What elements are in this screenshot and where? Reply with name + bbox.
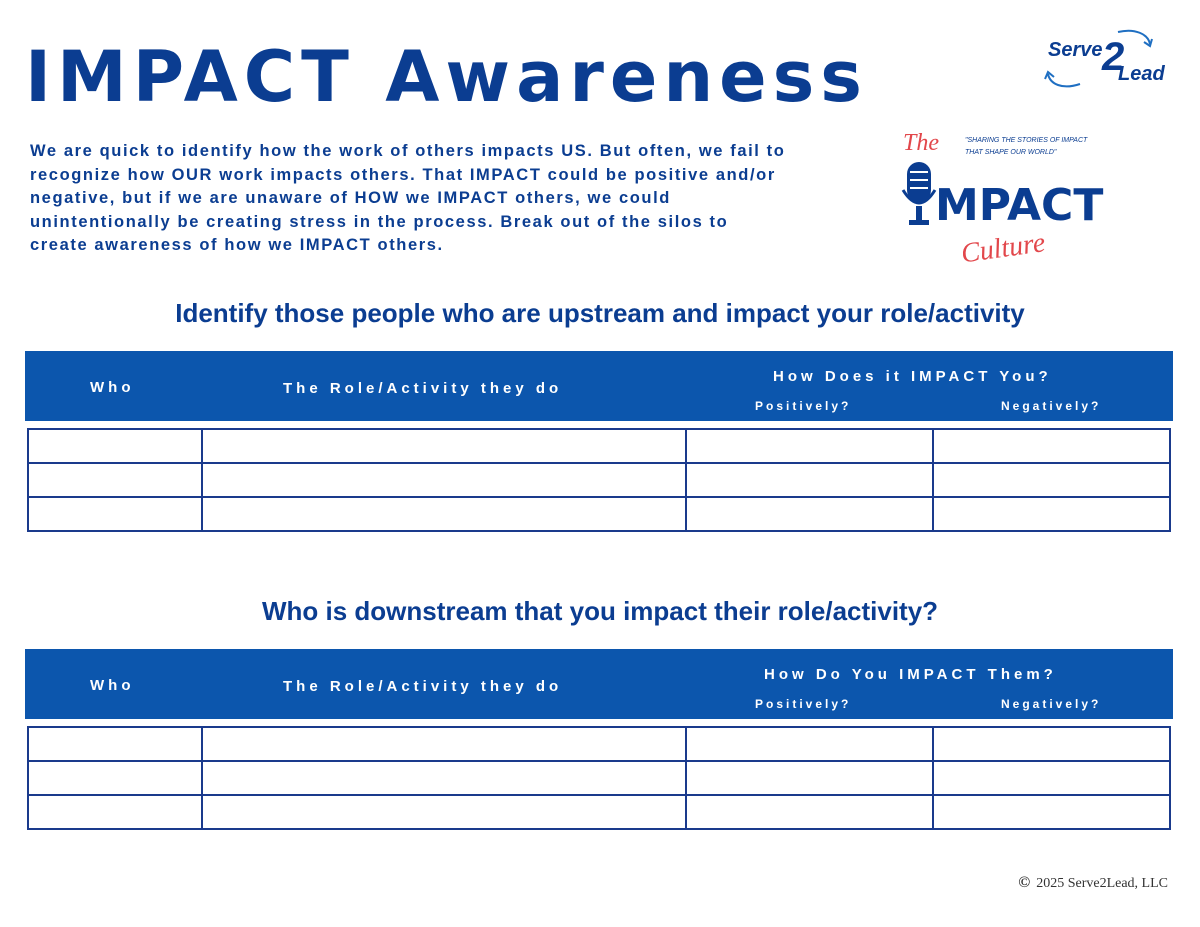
role-cell[interactable] [202,429,686,463]
copyright-text: 2025 Serve2Lead, LLC [1036,876,1168,891]
copyright-icon: © [1018,874,1031,891]
upstream-table-body [27,428,1171,532]
serve2lead-logo [1040,22,1165,97]
who-cell[interactable] [28,727,202,761]
who-cell[interactable] [28,429,202,463]
table-row [28,795,1170,829]
upstream-table-header [25,351,1173,421]
negative-cell[interactable] [933,463,1170,497]
col-impact-header: How Does it IMPACT You? [773,368,1052,385]
table-row [28,727,1170,761]
positive-cell[interactable] [686,795,934,829]
impact-culture-logo [895,120,1105,270]
who-cell[interactable] [28,497,202,531]
col-negatively-header: Negatively? [1001,399,1102,413]
negative-cell[interactable] [933,795,1170,829]
positive-cell[interactable] [686,761,934,795]
role-cell[interactable] [202,761,686,795]
negative-cell[interactable] [933,761,1170,795]
table-row [28,463,1170,497]
col-role-header: The Role/Activity they do [283,678,563,695]
positive-cell[interactable] [686,429,934,463]
intro-paragraph: We are quick to identify how the work of others impacts US. But often, we fail to recognize how OUR work impacts others. That IMPACT could be positive and/or negative, but if we are unaware of HOW we IMPACT others, we could unintentionally be creating stress in the process. Break out of the silos to create awareness of how we IMPACT others. [30,142,786,254]
microphone-icon [903,162,935,225]
positive-cell[interactable] [686,497,934,531]
copyright-footer [1018,874,1168,892]
logo-serve-text: Serve [1048,39,1103,61]
positive-cell[interactable] [686,727,934,761]
col-who-header: Who [90,677,135,694]
role-cell[interactable] [202,795,686,829]
logo-impact-text: MPACT [935,180,1104,231]
positive-cell[interactable] [686,463,934,497]
table-row [28,429,1170,463]
role-cell[interactable] [202,727,686,761]
role-cell[interactable] [202,497,686,531]
logo-tagline-2: THAT SHAPE OUR WORLD" [965,149,1057,156]
logo-lead-text: Lead [1118,63,1165,85]
col-who-header: Who [90,379,135,396]
upstream-table [25,351,1173,539]
page-title: IMPACT Awareness [25,36,868,118]
section2-heading: Who is downstream that you impact their role/activity? [261,596,939,626]
col-negatively-header: Negatively? [1001,697,1102,711]
table-row [28,497,1170,531]
downstream-table [25,649,1173,837]
who-cell[interactable] [28,463,202,497]
section1-heading: Identify those people who are upstream and impact your role/activity [175,298,1025,328]
col-positively-header: Positively? [755,697,852,711]
logo-culture-text: Culture [959,227,1048,270]
col-role-header: The Role/Activity they do [283,380,563,397]
negative-cell[interactable] [933,497,1170,531]
role-cell[interactable] [202,463,686,497]
logo-2-text: 2 [1102,35,1125,79]
col-impact-header: How Do You IMPACT Them? [764,666,1057,683]
negative-cell[interactable] [933,429,1170,463]
logo-the-text: The [903,130,939,156]
who-cell[interactable] [28,795,202,829]
who-cell[interactable] [28,761,202,795]
table-row [28,761,1170,795]
negative-cell[interactable] [933,727,1170,761]
downstream-table-body [27,726,1171,830]
col-positively-header: Positively? [755,399,852,413]
downstream-table-header [25,649,1173,719]
logo-tagline-1: "SHARING THE STORIES OF IMPACT [965,137,1088,144]
